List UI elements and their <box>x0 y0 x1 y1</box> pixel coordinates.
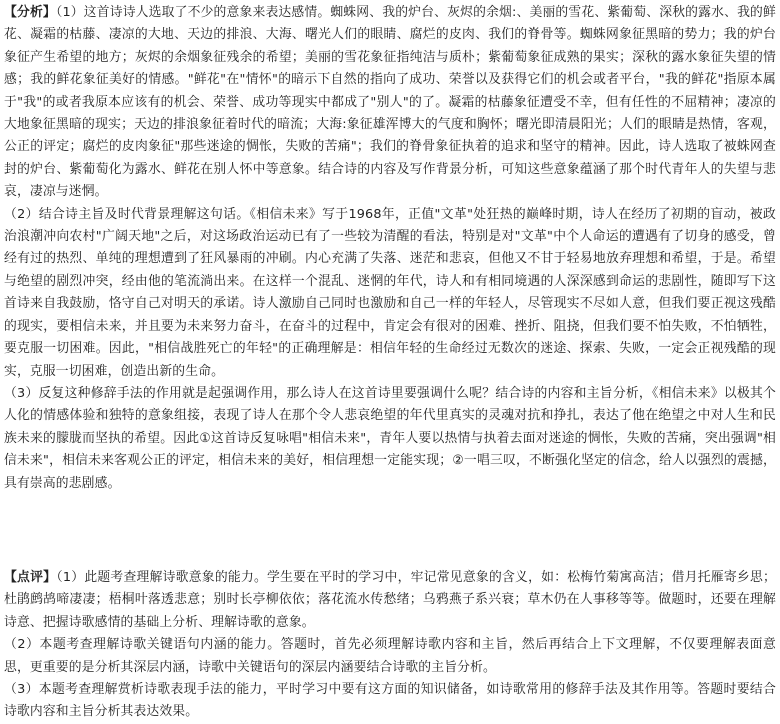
comment-section <box>4 567 776 724</box>
comment-tag: 【点评】 <box>4 570 57 585</box>
comment-paragraph-1 <box>4 567 776 634</box>
comment-text-1: （1）此题考查理解诗歌意象的能力。学生要在平时的学习中，牢记常见意象的含义，如：松梅竹菊寓高洁；借月托雁寄乡思；杜鹃鹧鸪啼凄凄；梧桐叶落透悲意；别时长亭柳依依；落花流水传愁绪；乌鸦燕子系兴衰；草木仍在人事移等等。做题时，还要在理解诗意、把握诗歌感情的基础上分析、理解诗歌的意象。 <box>4 570 776 630</box>
analysis-paragraph-1 <box>4 2 776 204</box>
analysis-paragraph-3: （3）反复这种修辞手法的作用就是起强调作用，那么诗人在这首诗里要强调什么呢？结合诗的内容和主旨分析，《相信未来》以极其个人化的情感体验和独特的意象组接，表现了诗人在那个令人悲哀绝望的年代里真实的灵魂对抗和挣扎，表达了他在绝望之中对人生和民族未来的朦胧而坚执的希望。因此①这首诗反复咏唱"相信未来"，青年人要以热情与执着去面对迷途的惆怅，失败的苦痛，突出强调"相信未来"，相信未来客观公正的评定，相信未来的美好，相信理想一定能实现；②一唱三叹，不断强化坚定的信念，给人以强烈的震撼，具有崇高的悲剧感。 <box>4 385 776 491</box>
analysis-paragraph-2: （2）结合诗主旨及时代背景理解这句话。《相信未来》写于1968年，正值"文革"处狂热的巅峰时期，诗人在经历了初期的盲动，被政治浪潮冲向农村"广阔天地"之后，对这场政治运动已有了一些较为清醒的看法，特别是对"文革"中个人命运的遭遇有了切身的感受，曾经有过的热烈、单纯的理想遭到了狂风暴雨的冲刷。内心充满了失落、迷茫和悲哀，但他又不甘于轻易地放弃理想和希望，于是。希望与绝望的剧烈冲突，经由他的笔流淌出来。在这样一个混乱、迷惘的年代，诗人和有相同境遇的人深深感到命运的悲剧性，随即写下这首诗来自我鼓励，恪守自己对明天的承诺。诗人激励自己同时也激励和自己一样的年轻人，尽管现实不尽如人意，但我们要正视这残酷的现实，要相信未来，并且要为未来努力奋斗，在奋斗的过程中，肯定会有很对的困难、挫折、阻挠，但我们要不怕失败，不怕牺牲，要克服一切困难。因此，"相信战胜死亡的年轻"的正确理解是：相信年轻的生命经过无数次的迷途、探索、失败，一定会正视残酷的现实，克服一切困难，创造出新的生命。 <box>4 206 776 379</box>
analysis-tag: 【分析】 <box>4 5 56 20</box>
analysis-section <box>4 2 776 495</box>
analysis-text-1: （1）这首诗诗人选取了不少的意象来表达感情。蜘蛛网、我的炉台、灰烬的余烟:、美丽的雪花、紫葡萄、深秋的露水、我的鲜花、凝霜的枯藤、凄凉的大地、天边的排浪、大海、曙光人们的眼睛、腐烂的皮肉、我们的脊骨等。蜘蛛网象征黑暗的势力；我的炉台象征产生希望的地方；灰烬的余烟象征残余的希望；美丽的雪花象征指纯洁与质朴；紫葡萄象征成熟的果实；深秋的露水象征失望的情感；我的鲜花象征美好的情感。"鲜花"在"情怀"的暗示下自然的指向了成功、荣誉以及获得它们的机会或者平台，"我的鲜花"指原本属于"我"的或者我原本应该有的机会、荣誉、成功等现实中都成了"别人"的了。凝霜的枯藤象征遭受不幸，但有任性的不屈精神；凄凉的大地象征黑暗的现实；天边的排浪象征着时代的暗流；大海:象征雄浑博大的气度和胸怀；曙光即清晨阳光；人们的眼睛是热情，客观，公正的评定；腐烂的皮肉象征"那些迷途的惆怅，失败的苦痛"；我们的脊骨象征执着的追求和坚守的精神。因此，诗人选取了被蛛网查封的炉台、紫葡萄化为露水、鲜花在别人怀中等意象。结合诗的内容及写作背景分析，可知这些意象蕴涵了那个时代青年人的失望与悲哀，凄凉与迷惘。 <box>4 5 776 200</box>
comment-paragraph-2: （2）本题考查理解诗歌关键语句内涵的能力。答题时，首先必须理解诗歌内容和主旨，然后再结合上下文理解，不仅要理解表面意思，更重要的是分析其深层内涵，诗歌中关键语句的深层内涵要结合诗歌的主旨分析。 <box>4 637 776 675</box>
comment-paragraph-3: （3）本题考查理解赏析诗歌表现手法的能力，平时学习中要有这方面的知识储备，如诗歌常用的修辞手法及其作用等。答题时要结合诗歌内容和主旨分析其表达效果。 <box>4 682 776 720</box>
